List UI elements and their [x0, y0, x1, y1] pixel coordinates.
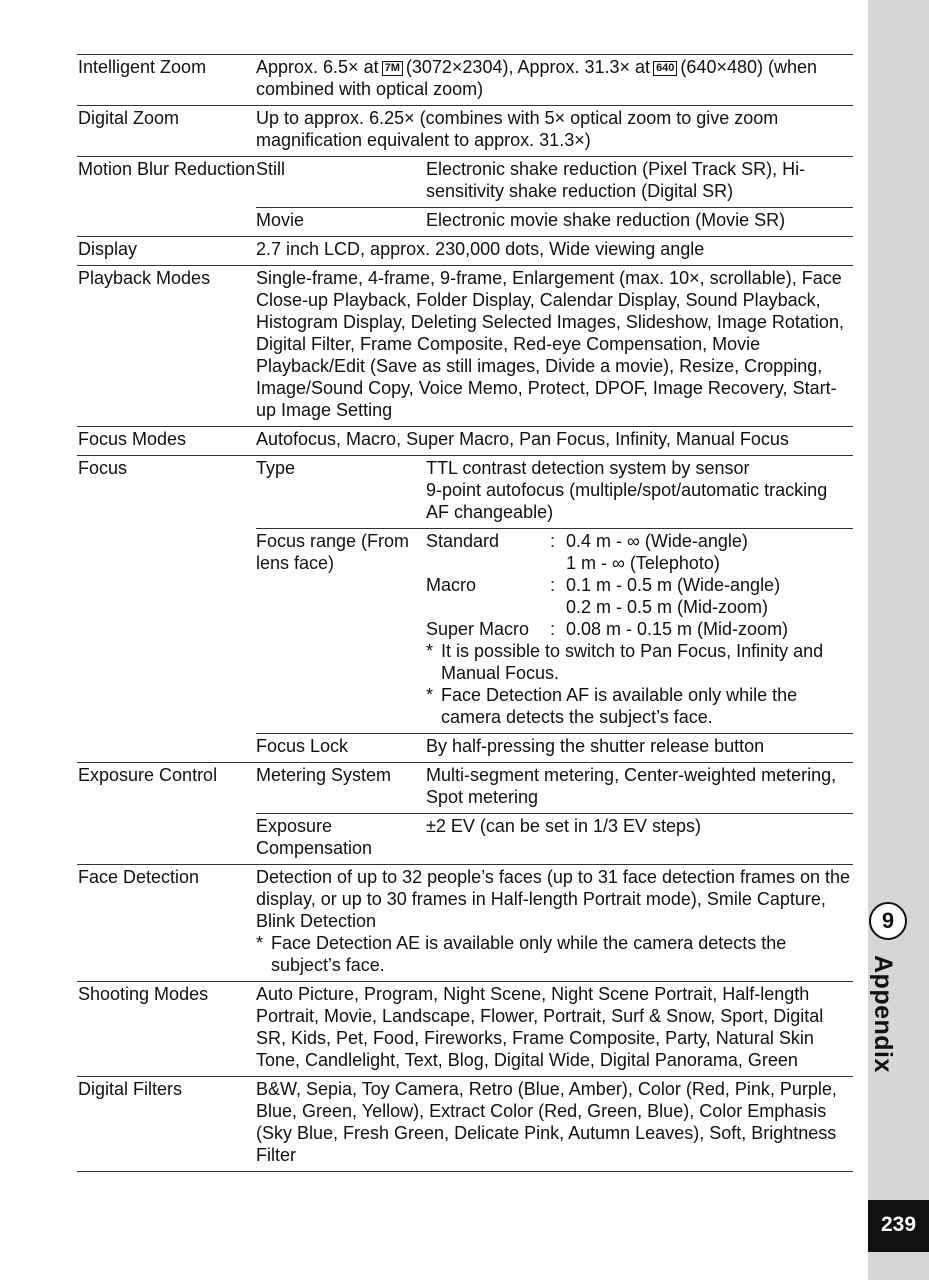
chapter-label: Appendix	[869, 955, 897, 1073]
spec-row-digital-filters	[77, 1077, 853, 1172]
spec-row-face-detection	[77, 865, 853, 982]
spec-value: Autofocus, Macro, Super Macro, Pan Focus, Infinity, Manual Focus	[256, 427, 853, 456]
spec-row-digital-zoom	[77, 106, 853, 157]
spec-label: Digital Zoom	[77, 106, 256, 157]
spec-value: 2.7 inch LCD, approx. 230,000 dots, Wide viewing angle	[256, 237, 853, 266]
chapter-sidebar	[868, 0, 929, 1280]
spec-sublabel: Focus Lock	[256, 734, 426, 763]
spec-value: B&W, Sepia, Toy Camera, Retro (Blue, Amber), Color (Red, Pink, Purple, Blue, Green, Yellow), Extract Color (Red, Green, Blue), Color Emphasis (Sky Blue, Fresh Green, Delicate Pink, Autumn Leaves), Soft, Brightness Filter	[256, 1077, 853, 1172]
spec-label: Intelligent Zoom	[77, 55, 256, 106]
chapter-number-badge: 9	[869, 902, 907, 940]
spec-sublabel: Type	[256, 456, 426, 529]
image-size-640-icon: 640	[653, 61, 677, 76]
spec-row-motion-blur-still	[77, 157, 853, 208]
spec-sublabel: Exposure Compensation	[256, 814, 426, 865]
spec-row-focus-modes	[77, 427, 853, 456]
spec-value: Single-frame, 4-frame, 9-frame, Enlargement (max. 10×, scrollable), Face Close-up Playback, Folder Display, Calendar Display, Sound Playback, Histogram Display, Deleting Selected Images, Slideshow, Image Rotation, Digital Filter, Frame Composite, Red-eye Compensation, Movie Playback/Edit (Save as still images, Divide a movie), Resize, Cropping, Image/Sound Copy, Voice Memo, Protect, DPOF, Image Recovery, Start-up Image Setting	[256, 266, 853, 427]
spec-value: Approx. 6.5× at 7M (3072×2304), Approx. 31.3× at 640 (640×480) (when combined with optical zoom)	[256, 55, 853, 106]
spec-value: Up to approx. 6.25× (combines with 5× optical zoom to give zoom magnification equivalent to approx. 31.3×)	[256, 106, 853, 157]
spec-value: Electronic shake reduction (Pixel Track SR), Hi-sensitivity shake reduction (Digital SR)	[426, 157, 853, 208]
spec-row-metering	[77, 763, 853, 814]
spec-value: ±2 EV (can be set in 1/3 EV steps)	[426, 814, 853, 865]
spec-value: Multi-segment metering, Center-weighted metering, Spot metering	[426, 763, 853, 814]
spec-row-shooting-modes	[77, 982, 853, 1077]
spec-label: Exposure Control	[77, 763, 256, 865]
spec-label: Focus Modes	[77, 427, 256, 456]
spec-value	[426, 529, 853, 734]
spec-label: Playback Modes	[77, 266, 256, 427]
focus-range-grid: Standard : 0.4 m - ∞ (Wide-angle) 1 m - ∞ (Telephoto) Macro : 0.1 m - 0.5 m (Wide-angle) 0.2 m - 0.5 m (Mid-zoom) Super Macro : 0.08 m - 0.15 m (Mid-zoom)	[426, 531, 789, 639]
spec-label: Digital Filters	[77, 1077, 256, 1172]
spec-value: TTL contrast detection system by sensor 9-point autofocus (multiple/spot/automatic tracking AF changeable)	[426, 456, 853, 529]
spec-label: Focus	[77, 456, 256, 763]
spec-row-focus-type	[77, 456, 853, 529]
spec-sublabel: Metering System	[256, 763, 426, 814]
page-number: 239	[868, 1200, 929, 1252]
footnote: * It is possible to switch to Pan Focus, Infinity and Manual Focus.	[426, 641, 824, 683]
spec-value: Auto Picture, Program, Night Scene, Night Scene Portrait, Half-length Portrait, Movie, Landscape, Flower, Portrait, Surf & Snow, Sport, Digital SR, Kids, Pet, Food, Fireworks, Frame Composite, Party, Natural Skin Tone, Candlelight, Text, Blog, Digital Wide, Digital Panorama, Green	[256, 982, 853, 1077]
spec-label: Shooting Modes	[77, 982, 256, 1077]
spec-sublabel: Focus range (From lens face)	[256, 529, 426, 734]
spec-sublabel: Still	[256, 157, 426, 208]
spec-label: Display	[77, 237, 256, 266]
spec-label: Face Detection	[77, 865, 256, 982]
spec-table	[77, 54, 853, 1172]
spec-value: Electronic movie shake reduction (Movie SR)	[426, 208, 853, 237]
spec-label: Motion Blur Reduction	[77, 157, 256, 237]
spec-value: By half-pressing the shutter release button	[426, 734, 853, 763]
footnote: * Face Detection AF is available only while the camera detects the subject’s face.	[426, 685, 798, 727]
spec-row-intelligent-zoom	[77, 55, 853, 106]
spec-row-display	[77, 237, 853, 266]
spec-sublabel: Movie	[256, 208, 426, 237]
spec-value: Detection of up to 32 people’s faces (up to 31 face detection frames on the display, or up to 30 frames in Half-length Portrait mode), Smile Capture, Blink Detection * Face Detection AE is available only while the camera detects the subject’s face.	[256, 865, 853, 982]
spec-row-playback-modes	[77, 266, 853, 427]
image-size-7m-icon: 7M	[382, 61, 403, 76]
footnote: * Face Detection AE is available only while the camera detects the subject’s face.	[256, 933, 787, 975]
